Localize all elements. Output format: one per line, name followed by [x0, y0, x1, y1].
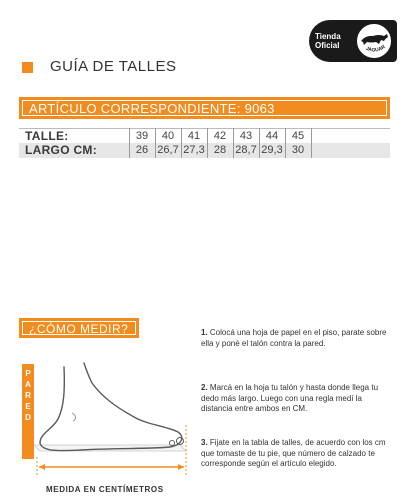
- size-table: [19, 128, 390, 158]
- step-text: Fijate en la tabla de talles, de acuerdo con los cm que tomaste de tu pie, que número de calzado te corresponde según el artículo elegido.: [201, 438, 386, 468]
- wall-label-letter: R: [25, 391, 31, 400]
- wall-label-letter: E: [25, 402, 31, 411]
- badge-logo-text: JAGUAR: [364, 44, 387, 54]
- size-cell: 43: [239, 130, 253, 142]
- size-cell: 44: [265, 130, 279, 142]
- how-to-banner: [19, 318, 139, 338]
- length-row-label: LARGO CM:: [25, 143, 98, 157]
- length-cell: 29,3: [261, 144, 283, 156]
- foot-measure-illustration: [20, 345, 195, 480]
- size-cell: 41: [187, 130, 201, 142]
- size-cell: 39: [135, 130, 149, 142]
- table-divider: [129, 128, 130, 158]
- article-banner: [19, 97, 390, 119]
- size-cell: 42: [213, 130, 227, 142]
- badge-line1: Tienda: [315, 32, 341, 41]
- size-cell: 40: [161, 130, 175, 142]
- instruction-step-2: [201, 383, 391, 415]
- table-divider: [233, 128, 234, 158]
- table-divider: [311, 128, 312, 158]
- step-text: Colocá una hoja de papel en el piso, parate sobre ella y poné el talón contra la pared.: [201, 328, 387, 348]
- length-cell: 27,3: [183, 144, 205, 156]
- step-text: Marcá en la hoja tu talón y hasta donde llega tu dedo más largo. Luego con una regla medí la distancia entre ambos en CM.: [201, 383, 379, 413]
- length-cell: 30: [291, 144, 305, 156]
- step-number: 1.: [201, 328, 208, 337]
- table-divider: [181, 128, 182, 158]
- wall-label: [22, 368, 34, 423]
- table-divider: [285, 128, 286, 158]
- article-label: ARTÍCULO CORRESPONDIENTE: 9063: [29, 101, 275, 116]
- title-bullet: [22, 62, 33, 73]
- length-cell: 26: [135, 144, 149, 156]
- wall-label-letter: D: [25, 413, 31, 422]
- how-to-title: ¿CÓMO MEDIR?: [29, 322, 129, 336]
- table-row-lengths: [19, 143, 390, 158]
- article-banner-frame: [22, 100, 387, 116]
- length-cell: 28: [213, 144, 227, 156]
- table-divider: [259, 128, 260, 158]
- wall-label-letter: A: [25, 380, 31, 389]
- how-to-banner-frame: [22, 321, 136, 335]
- length-cell: 26,7: [157, 144, 179, 156]
- step-number: 2.: [201, 383, 208, 392]
- badge-line2: Oficial: [315, 41, 340, 50]
- size-row-label: TALLE:: [25, 129, 69, 143]
- table-divider: [207, 128, 208, 158]
- page-title: GUÍA DE TALLES: [50, 58, 177, 75]
- step-number: 3.: [201, 438, 208, 447]
- table-row-sizes: [19, 128, 390, 143]
- official-store-badge: [309, 20, 397, 62]
- length-cell: 28,7: [235, 144, 257, 156]
- svg-text:JAGUAR: [365, 44, 387, 53]
- jaguar-logo-icon: [355, 22, 393, 60]
- size-cell: 45: [291, 130, 305, 142]
- measure-label: MEDIDA EN CENTÍMETROS: [46, 485, 164, 494]
- instruction-step-3: [201, 438, 391, 470]
- wall-label-letter: P: [25, 369, 31, 378]
- instruction-step-1: [201, 328, 391, 349]
- table-divider: [155, 128, 156, 158]
